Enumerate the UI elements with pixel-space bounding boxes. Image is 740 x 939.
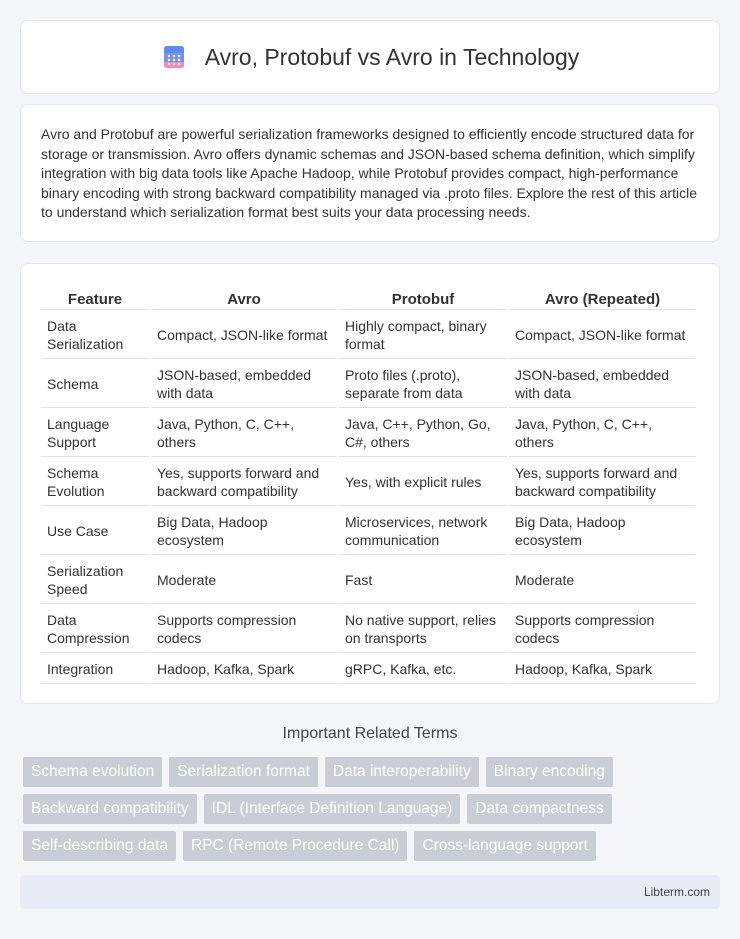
comparison-table [39,284,698,686]
table-cell: Data Compression [41,606,149,653]
table-cell: Hadoop, Kafka, Spark [151,655,337,684]
table-row [41,459,696,506]
table-row [41,410,696,457]
tag-idl[interactable]: IDL (Interface Definition Language) [204,794,461,824]
table-cell: No native support, relies on transports [339,606,507,653]
table-cell: Yes, supports forward and backward compatibility [509,459,696,506]
page-title: Avro, Protobuf vs Avro in Technology [204,43,580,70]
tag-row [23,757,723,787]
header-card [20,20,720,94]
table-cell: Big Data, Hadoop ecosystem [151,508,337,555]
table-cell: JSON-based, embedded with data [151,361,337,408]
header-avro: Avro [151,286,337,310]
table-cell: Highly compact, binary format [339,312,507,359]
table-row [41,312,696,359]
table-row [41,557,696,604]
table-cell: Compact, JSON-like format [509,312,696,359]
tag-serialization-format[interactable]: Serialization format [169,757,318,787]
table-cell: Java, C++, Python, Go, C#, others [339,410,507,457]
table-cell: Schema Evolution [41,459,149,506]
table-row [41,508,696,555]
intro-card [20,104,720,242]
table-cell: Integration [41,655,149,684]
table-cell: Language Support [41,410,149,457]
footer [20,875,720,909]
table-cell: Microservices, network communication [339,508,507,555]
tag-data-compactness[interactable]: Data compactness [467,794,611,824]
header-feature: Feature [41,286,149,310]
table-cell: Big Data, Hadoop ecosystem [509,508,696,555]
tag-cross-language-support[interactable]: Cross-language support [414,831,595,861]
table-cell: Use Case [41,508,149,555]
tag-schema-evolution[interactable]: Schema evolution [23,757,162,787]
table-cell: Yes, with explicit rules [339,459,507,506]
tag-self-describing-data[interactable]: Self-describing data [23,831,176,861]
tag-row [23,794,723,824]
tag-row [23,831,723,861]
table-cell: Yes, supports forward and backward compatibility [151,459,337,506]
table-cell: Data Serialization [41,312,149,359]
table-cell: Moderate [151,557,337,604]
footer-site-link[interactable]: Libterm.com [643,885,710,899]
table-cell: gRPC, Kafka, etc. [339,655,507,684]
tag-binary-encoding[interactable]: Binary encoding [486,757,613,787]
comparison-table-card [20,263,720,704]
table-cell: Hadoop, Kafka, Spark [509,655,696,684]
tag-data-interoperability[interactable]: Data interoperability [325,757,479,787]
table-cell: Schema [41,361,149,408]
table-cell: Java, Python, C, C++, others [151,410,337,457]
table-cell: Fast [339,557,507,604]
table-cell: JSON-based, embedded with data [509,361,696,408]
table-cell: Proto files (.proto), separate from data [339,361,507,408]
tag-backward-compatibility[interactable]: Backward compatibility [23,794,197,824]
table-cell: Supports compression codecs [509,606,696,653]
intro-text: Avro and Protobuf are powerful serialization frameworks designed to efficiently encode structured data for storage or transmission. Avro offers dynamic schemas and JSON-based schema definition, which simplify integration with big data tools like Apache Hadoop, while Protobuf provides compact, high-performance binary encoding with strong backward compatibility managed via .proto files. Explore the rest of this article to understand which serialization format best suits your data processing needs. [41,126,697,221]
related-terms-tags [23,757,723,868]
table-row [41,361,696,408]
tag-rpc[interactable]: RPC (Remote Procedure Call) [183,831,407,861]
header-avro-repeated: Avro (Repeated) [509,286,696,310]
table-header-row [41,286,696,310]
calculator-icon [161,44,187,70]
table-cell: Supports compression codecs [151,606,337,653]
table-cell: Moderate [509,557,696,604]
table-cell: Serialization Speed [41,557,149,604]
table-cell: Compact, JSON-like format [151,312,337,359]
related-terms-title: Important Related Terms [282,725,458,742]
table-cell: Java, Python, C, C++, others [509,410,696,457]
table-row [41,606,696,653]
table-row [41,655,696,684]
header-protobuf: Protobuf [339,286,507,310]
